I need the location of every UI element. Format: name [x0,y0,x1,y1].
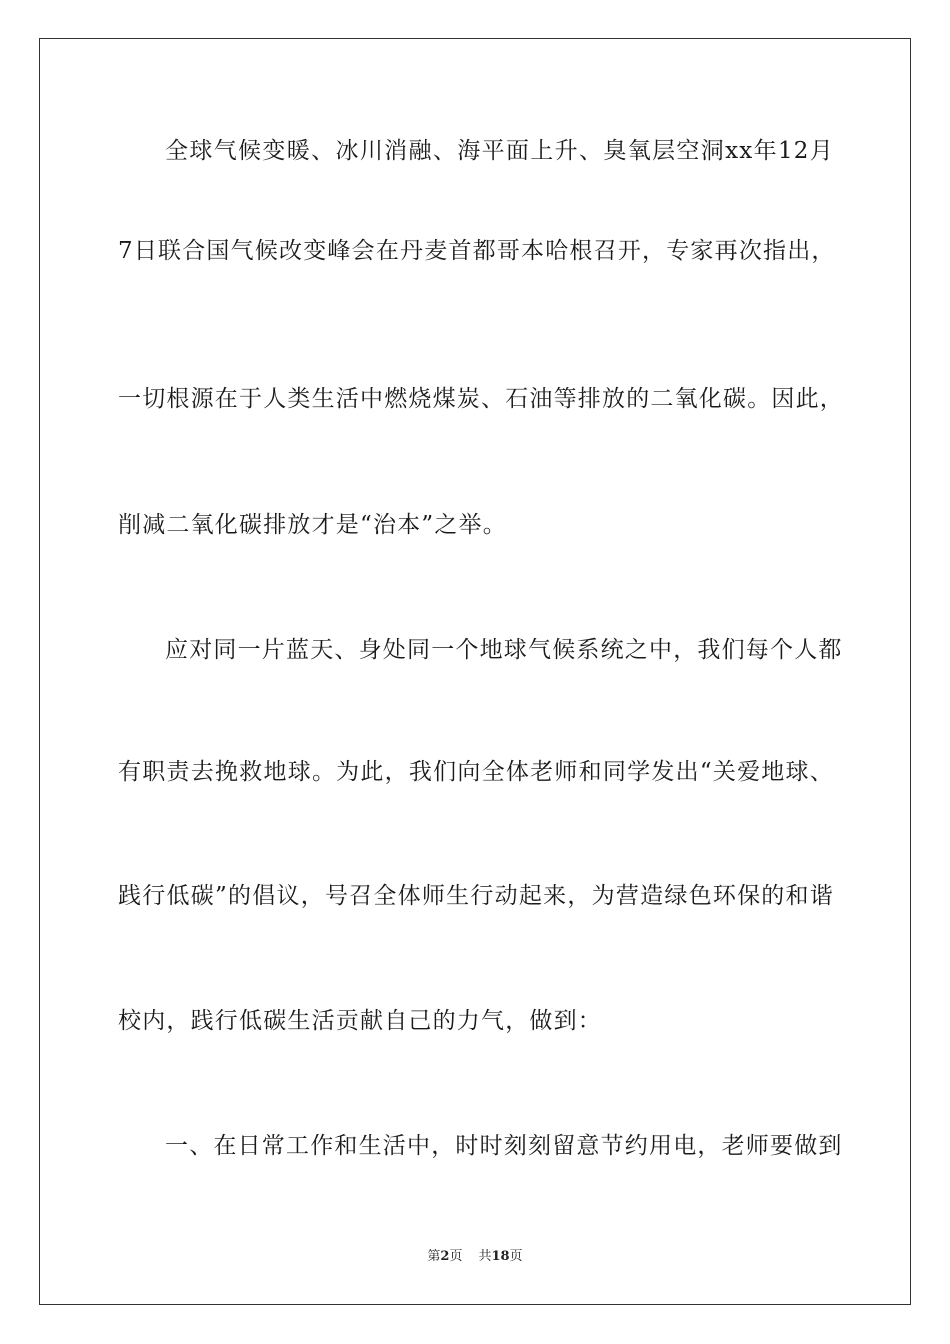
paragraph-1-line-4: 削减二氧化碳排放才是“治本”之举。 [118,512,507,538]
page-footer [0,1248,950,1266]
paragraph-1-line-3: 一切根源在于人类生活中燃烧煤炭、石油等排放的二氧化碳。因此， [118,386,844,412]
paragraph-1-line-2: 7日联合国气候改变峰会在丹麦首都哥本哈根召开，专家再次指出， [118,238,836,264]
paragraph-1-line-1: 全球气候变暖、冰川消融、海平面上升、臭氧层空洞xx年12月 [165,138,834,164]
footer-page-suffix: 页 [449,1249,463,1264]
paragraph-2-line-4: 校内，践行低碳生活贡献自己的力气，做到： [118,1008,602,1034]
paragraph-2-line-1: 应对同一片蓝天、身处同一个地球气候系统之中，我们每个人都 [165,637,843,663]
footer-page-number: 2 [440,1249,450,1264]
footer-total-prefix: 共 [478,1249,492,1264]
footer-page-prefix: 第 [427,1249,441,1264]
paragraph-3-line-1: 一、在日常工作和生活中，时时刻刻留意节约用电，老师要做到 [165,1133,843,1159]
paragraph-2-line-3: 践行低碳”的倡议，号召全体师生行动起来，为营造绿色环保的和谐 [118,883,834,909]
footer-total-pages: 18 [491,1249,510,1264]
paragraph-2-line-2: 有职责去挽救地球。为此，我们向全体老师和同学发出“关爱地球、 [118,759,834,785]
page-border [39,38,911,1305]
footer-total-suffix: 页 [509,1249,523,1264]
